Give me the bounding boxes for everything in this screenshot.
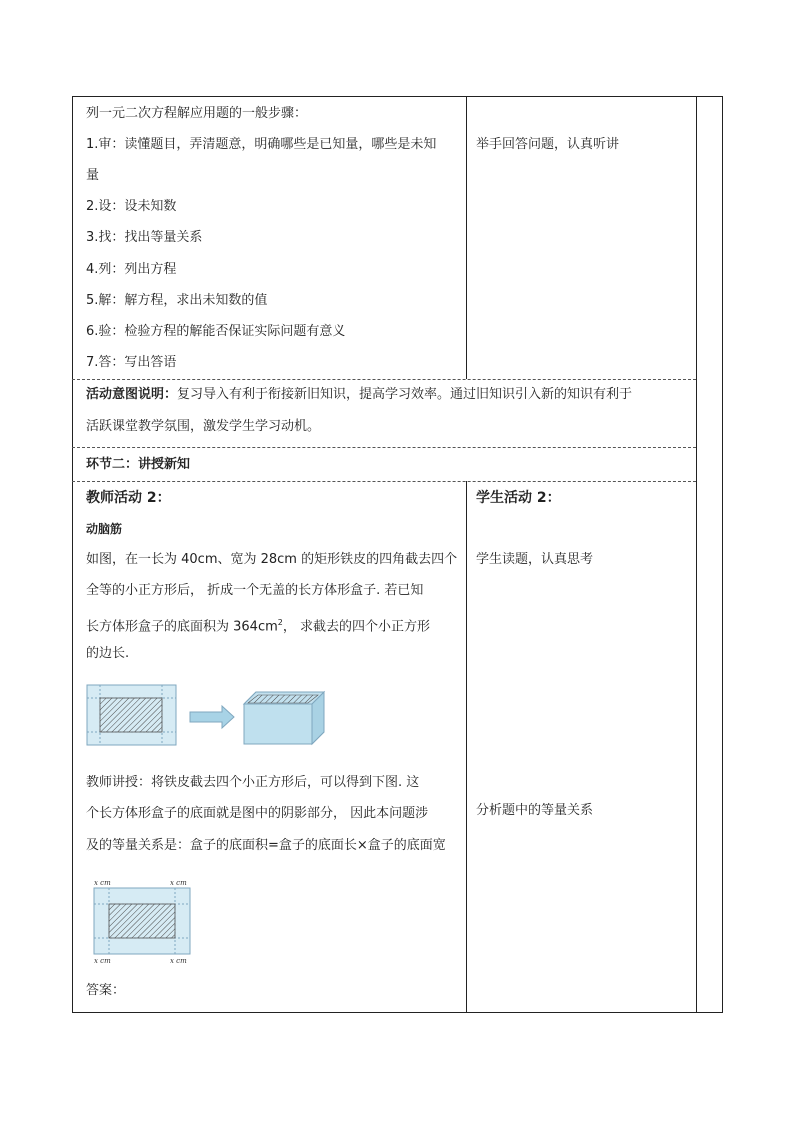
step-1-line-1: 1.审：读懂题目，弄清题意，明确哪些是已知量，哪些是未知 [86,137,437,152]
step-2: 2.设：设未知数 [86,199,177,214]
step-6: 6.验：检验方程的解能否保证实际问题有意义 [86,324,346,339]
teacher-subheading: 动脑筋 [86,522,123,536]
step-5: 5.解：解方程，求出未知数的值 [86,293,268,308]
label-top-left: x cm [94,879,111,887]
intent-text: 复习导入有利于衔接新旧知识，提高学习效率。通过旧知识引入新的知识有利于 [177,387,633,402]
row-divider-1 [72,379,696,380]
box-folding-figure [86,684,326,746]
explain-line-1: 教师讲授：将铁皮截去四个小正方形后，可以得到下图. 这 [86,775,420,790]
explain-line-3: 及的等量关系是：盒子的底面积=盒子的底面长×盒子的底面宽 [86,838,446,853]
student-response-top: 举手回答问题，认真听讲 [476,137,620,152]
problem-line-4: 的边长. [86,646,130,661]
table-bottom-border [72,1012,723,1013]
table-top-border [72,96,723,97]
teacher-activity-heading: 教师活动 2： [86,490,171,506]
answer-label: 答案： [86,983,126,998]
intent-line-1 [86,387,632,403]
problem-line-1: 如图，在一长为 40cm、宽为 28cm 的矩形铁皮的四角截去四个 [86,552,458,567]
label-bottom-right: x cm [170,957,187,965]
column-divider-top [466,96,467,379]
step-7: 7.答：写出答语 [86,355,177,370]
section-2-title: 环节二：讲授新知 [86,457,191,472]
problem-line-3: 长方体形盒子的底面积为 $364cm^2$， 求截去的四个小正方形 [86,618,430,635]
explain-line-2: 个长方体形盒子的底面就是图中的阴影部分， 因此本问题涉 [86,806,429,821]
student-response-1: 学生读题，认真思考 [476,552,594,567]
arrow-icon [190,706,234,728]
step-4: 4.列：列出方程 [86,262,177,277]
student-activity-heading: 学生活动 2： [476,490,561,506]
intent-line-2: 活跃课堂教学氛围，激发学生学习动机。 [86,419,321,434]
row-divider-2 [72,447,696,448]
label-top-right: x cm [170,879,187,887]
table-right-border [722,96,723,1013]
steps-title: 列一元二次方程解应用题的一般步骤： [86,106,308,121]
table-left-border [72,96,73,1013]
cut-sheet-figure [86,876,196,966]
problem-line-2: 全等的小正方形后， 折成一个无盖的长方体形盒子. 若已知 [86,583,424,598]
intent-label: 活动意图说明： [86,387,178,402]
table-inner-right-border [696,96,697,1013]
step-1-line-2: 量 [86,168,100,183]
column-divider-bottom [466,481,467,1013]
flat-sheet [87,685,176,745]
row-divider-3 [72,481,696,482]
student-response-2: 分析题中的等量关系 [476,803,594,818]
label-bottom-left: x cm [94,957,111,965]
shaded-base [109,904,175,938]
open-box [244,692,324,744]
step-3: 3.找：找出等量关系 [86,230,203,245]
